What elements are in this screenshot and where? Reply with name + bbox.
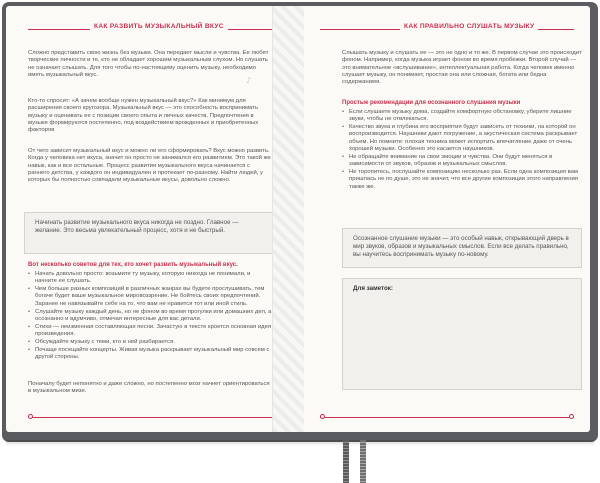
recommendations-title: Простые рекомендации для осознанного слушания музыки	[342, 100, 521, 106]
footer-dot-icon	[28, 414, 33, 419]
closing-paragraph: Поначалу будет непонятно и даже сложно, но постепенно мозг начнет ориентироваться в музыкальном мизе.	[28, 381, 270, 395]
develop-taste-paragraph: От чего зависит музыкальный вкус и можно ли его сформировать? Вкус можно развить. Когда у человека нет вкуса, значит он просто не занимался его развитием. Это такой же навык, как и все остальные. Процесс развития музыкального вкуса начинается с раннего детства, у каждого он индивидуален и протекает по-разному. Найти людей, у которых бы полностью совпадали музыкальные вкусы, довольно сложно.	[28, 148, 271, 184]
list-item: • Чем больше разных композиций в различных жанрах вы будете прослушивать, тем богаче будет ваше музыкальное мировоззрение. Не бойтесь своих предпочтений. Заранее не навязывайте себе на то, что вам не нравится тот или иной стиль.	[28, 286, 272, 308]
list-item: • Начать довольно просто: возьмите ту музыку, которую никогда не понимали, и начните ее слушать.	[28, 271, 272, 286]
tip-box: Начинать развитие музыкального вкуса никогда не поздно. Главное — желание. Это весьма увлекательный процесс, хотя и не быстрый.	[24, 212, 276, 254]
left-page	[6, 6, 298, 432]
list-item: • Качество звука и глубина его восприятия будут зависеть от техники, на которой он воспроизводится. Наушники дают погружение, а акустическая система раскрывает объем. Но помните: плохая техника может испортить впечатление даже от очень хорошей музыки. Особенно это касается наушников.	[342, 124, 582, 153]
list-item: • Обсуждайте музыку с теми, кто в ней разбирается.	[28, 339, 272, 346]
list-item: • Не обращайте внимание на свои эмоции и чувства. Они будут меняться в зависимости от звуков, образов и музыкальных смыслов.	[342, 154, 582, 169]
right-page	[304, 6, 590, 432]
book-spine-gutter	[272, 6, 306, 432]
footer-dot-icon	[320, 414, 325, 419]
left-page-title: КАК РАЗВИТЬ МУЗЫКАЛЬНЫЙ ВКУС	[90, 23, 228, 30]
right-page-title: КАК ПРАВИЛЬНО СЛУШАТЬ МУЗЫКУ	[400, 23, 538, 30]
right-page-footer	[320, 413, 574, 423]
list-item: • Если слушаете музыку дома, создайте комфортную обстановку, уберите лишние звуки, чтобы не отвлекаться.	[342, 109, 582, 124]
list-item: • Стихи — неизменная составляющая песни. Зачастую в тексте кроется основная идея произведения.	[28, 324, 272, 339]
list-item: • Не торопитесь, послушайте композицию несколько раз. Если одна композиция вам пришлась не по душе, это не значит, что все другие композиции этого направления также же.	[342, 169, 582, 191]
list-item: • Слушайте музыку каждый день, но не фоном во время прогулки или домашних дел, а осознанно и вдумчиво, отмечая интересные для вас детали.	[28, 309, 272, 324]
listening-intro-paragraph: Слышать музыку и слушать ее — это не одно и то же. В первом случае это происходит фоном. Например, когда музыка играет фоном во время пробежки. Второй случай — это внимательное «вслушивание», интеллектуальная работа. Когда человек именно слушает музыку, он понимает, простая она или сложная, богата или бедна содержанием.	[342, 50, 582, 86]
left-page-header	[28, 20, 278, 40]
notes-area[interactable]	[342, 278, 582, 390]
music-note-icon: ♪	[246, 76, 252, 85]
notes-label: Для заметок:	[353, 285, 393, 292]
tips-title: Вот несколько советов для тех, кто хочет развить музыкальный вкус.	[28, 262, 238, 268]
list-item: • Почаще посещайте концерты. Живая музыка раскрывает музыкальный мир совсем с другой стороны.	[28, 347, 272, 362]
left-page-footer	[28, 413, 278, 423]
right-page-header	[320, 20, 574, 40]
intro-paragraph: Сложно представить свою жизнь без музыки. Она передает мысли и чувства. Ее любят творческие личности и те, кто не обладает хорошим музыкальным слухом. Но слушать не означает слышать. Для того чтобы по-настоящему оценить музыку, необходимо иметь музыкальный вкус.	[28, 50, 269, 78]
tips-list	[28, 271, 272, 362]
why-taste-paragraph: Кто-то спросит: «А зачем вообще нужен музыкальный вкус?» Как минимум для расширения своего кругозора. Музыкальный вкус — это способность воспринимать музыку и оценивать ее с позиции своего опыта и личных качеств. Предпочтения в музыке формируются постепенно, под воздействием врожденных и приобретенных факторов	[28, 98, 259, 134]
recommendations-list	[342, 109, 582, 192]
bookmark-ribbon[interactable]	[343, 440, 349, 483]
summary-box: Осознанное слушание музыки — это особый навык, открывающий дверь в мир звуков, образов и музыкальных смыслов. Если все делать правильно, вы научитесь воспринимать музыку по-новому.	[342, 228, 582, 268]
bookmark-ribbon[interactable]	[360, 440, 366, 483]
footer-dot-icon	[569, 414, 574, 419]
cover-shadow	[6, 440, 594, 446]
